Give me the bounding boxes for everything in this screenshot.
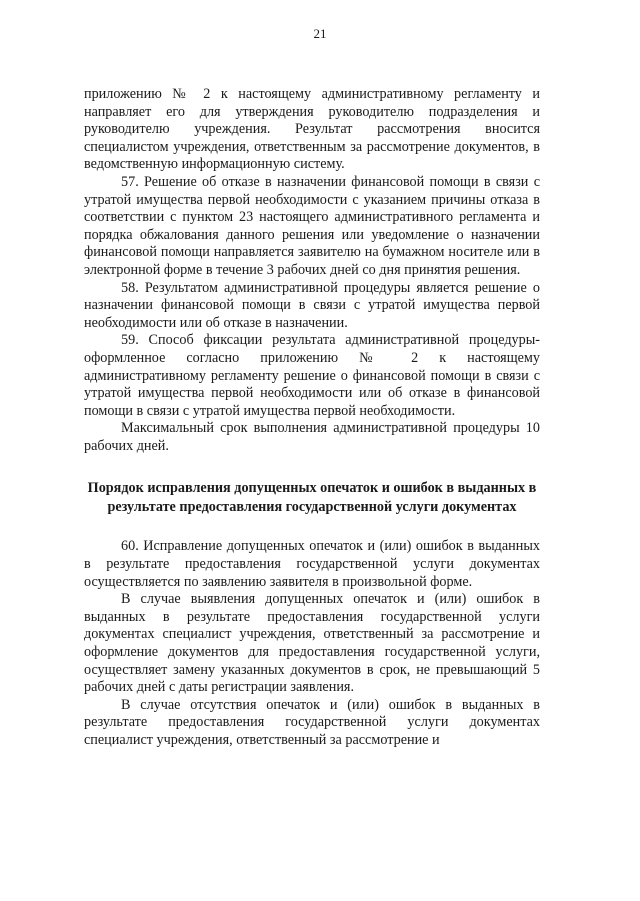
paragraph-58: 58. Результатом административной процедуры является решение о назначении финансовой помощи в связи с утратой имущества первой необходимости или об отказе в назначении. (84, 279, 540, 331)
paragraph-continuation: приложению № 2 к настоящему административному регламенту и направляет его для утверждения руководителю подразделения и руководителю учреждения. Результат рассмотрения вносится специалистом учреждения, ответственным за рассмотрение документов, в ведомственную информационную систему. (84, 86, 540, 173)
document-body (84, 86, 540, 750)
paragraph-max-term: Максимальный срок выполнения административной процедуры 10 рабочих дней. (84, 420, 540, 454)
paragraph-errors-found: В случае выявления допущенных опечаток и (или) ошибок в выданных в результате предоставления государственной услуги документах специалист учреждения, ответственный за рассмотрение и оформление документов для предоставления государственной услуги, осуществляет замену указанных документов в срок, не превышающий 5 рабочих дней с даты регистрации заявления. (84, 591, 540, 696)
page-number: 21 (313, 26, 327, 41)
paragraph-60: 60. Исправление допущенных опечаток и (или) ошибок в выданных в результате предоставления государственной услуги документах осуществляется по заявлению заявителя в произвольной форме. (84, 538, 540, 590)
section-heading: Порядок исправления допущенных опечаток и ошибок в выданных в результате предоставления государственной услуги документах (87, 480, 537, 516)
paragraph-57: 57. Решение об отказе в назначении финансовой помощи в связи с утратой имущества первой необходимости с указанием причины отказа в соответствии с пунктом 23 настоящего административного регламента и порядка обжалования данного решения или уведомление о назначении финансовой помощи направляется заявителю на бумажном носителе или в электронной форме в течение 3 рабочих дней со дня принятия решения. (84, 173, 540, 278)
paragraph-no-errors: В случае отсутствия опечаток и (или) ошибок в выданных в результате предоставления государственной услуги документах специалист учреждения, ответственный за рассмотрение и (84, 696, 540, 748)
paragraph-59: 59. Способ фиксации результата административной процедуры-оформленное согласно приложению № 2 к настоящему административному регламенту решение о финансовой помощи в связи с утратой имущества первой необходимости или об отказе в финансовой помощи в связи с утратой имущества первой необходимости. (84, 332, 540, 419)
